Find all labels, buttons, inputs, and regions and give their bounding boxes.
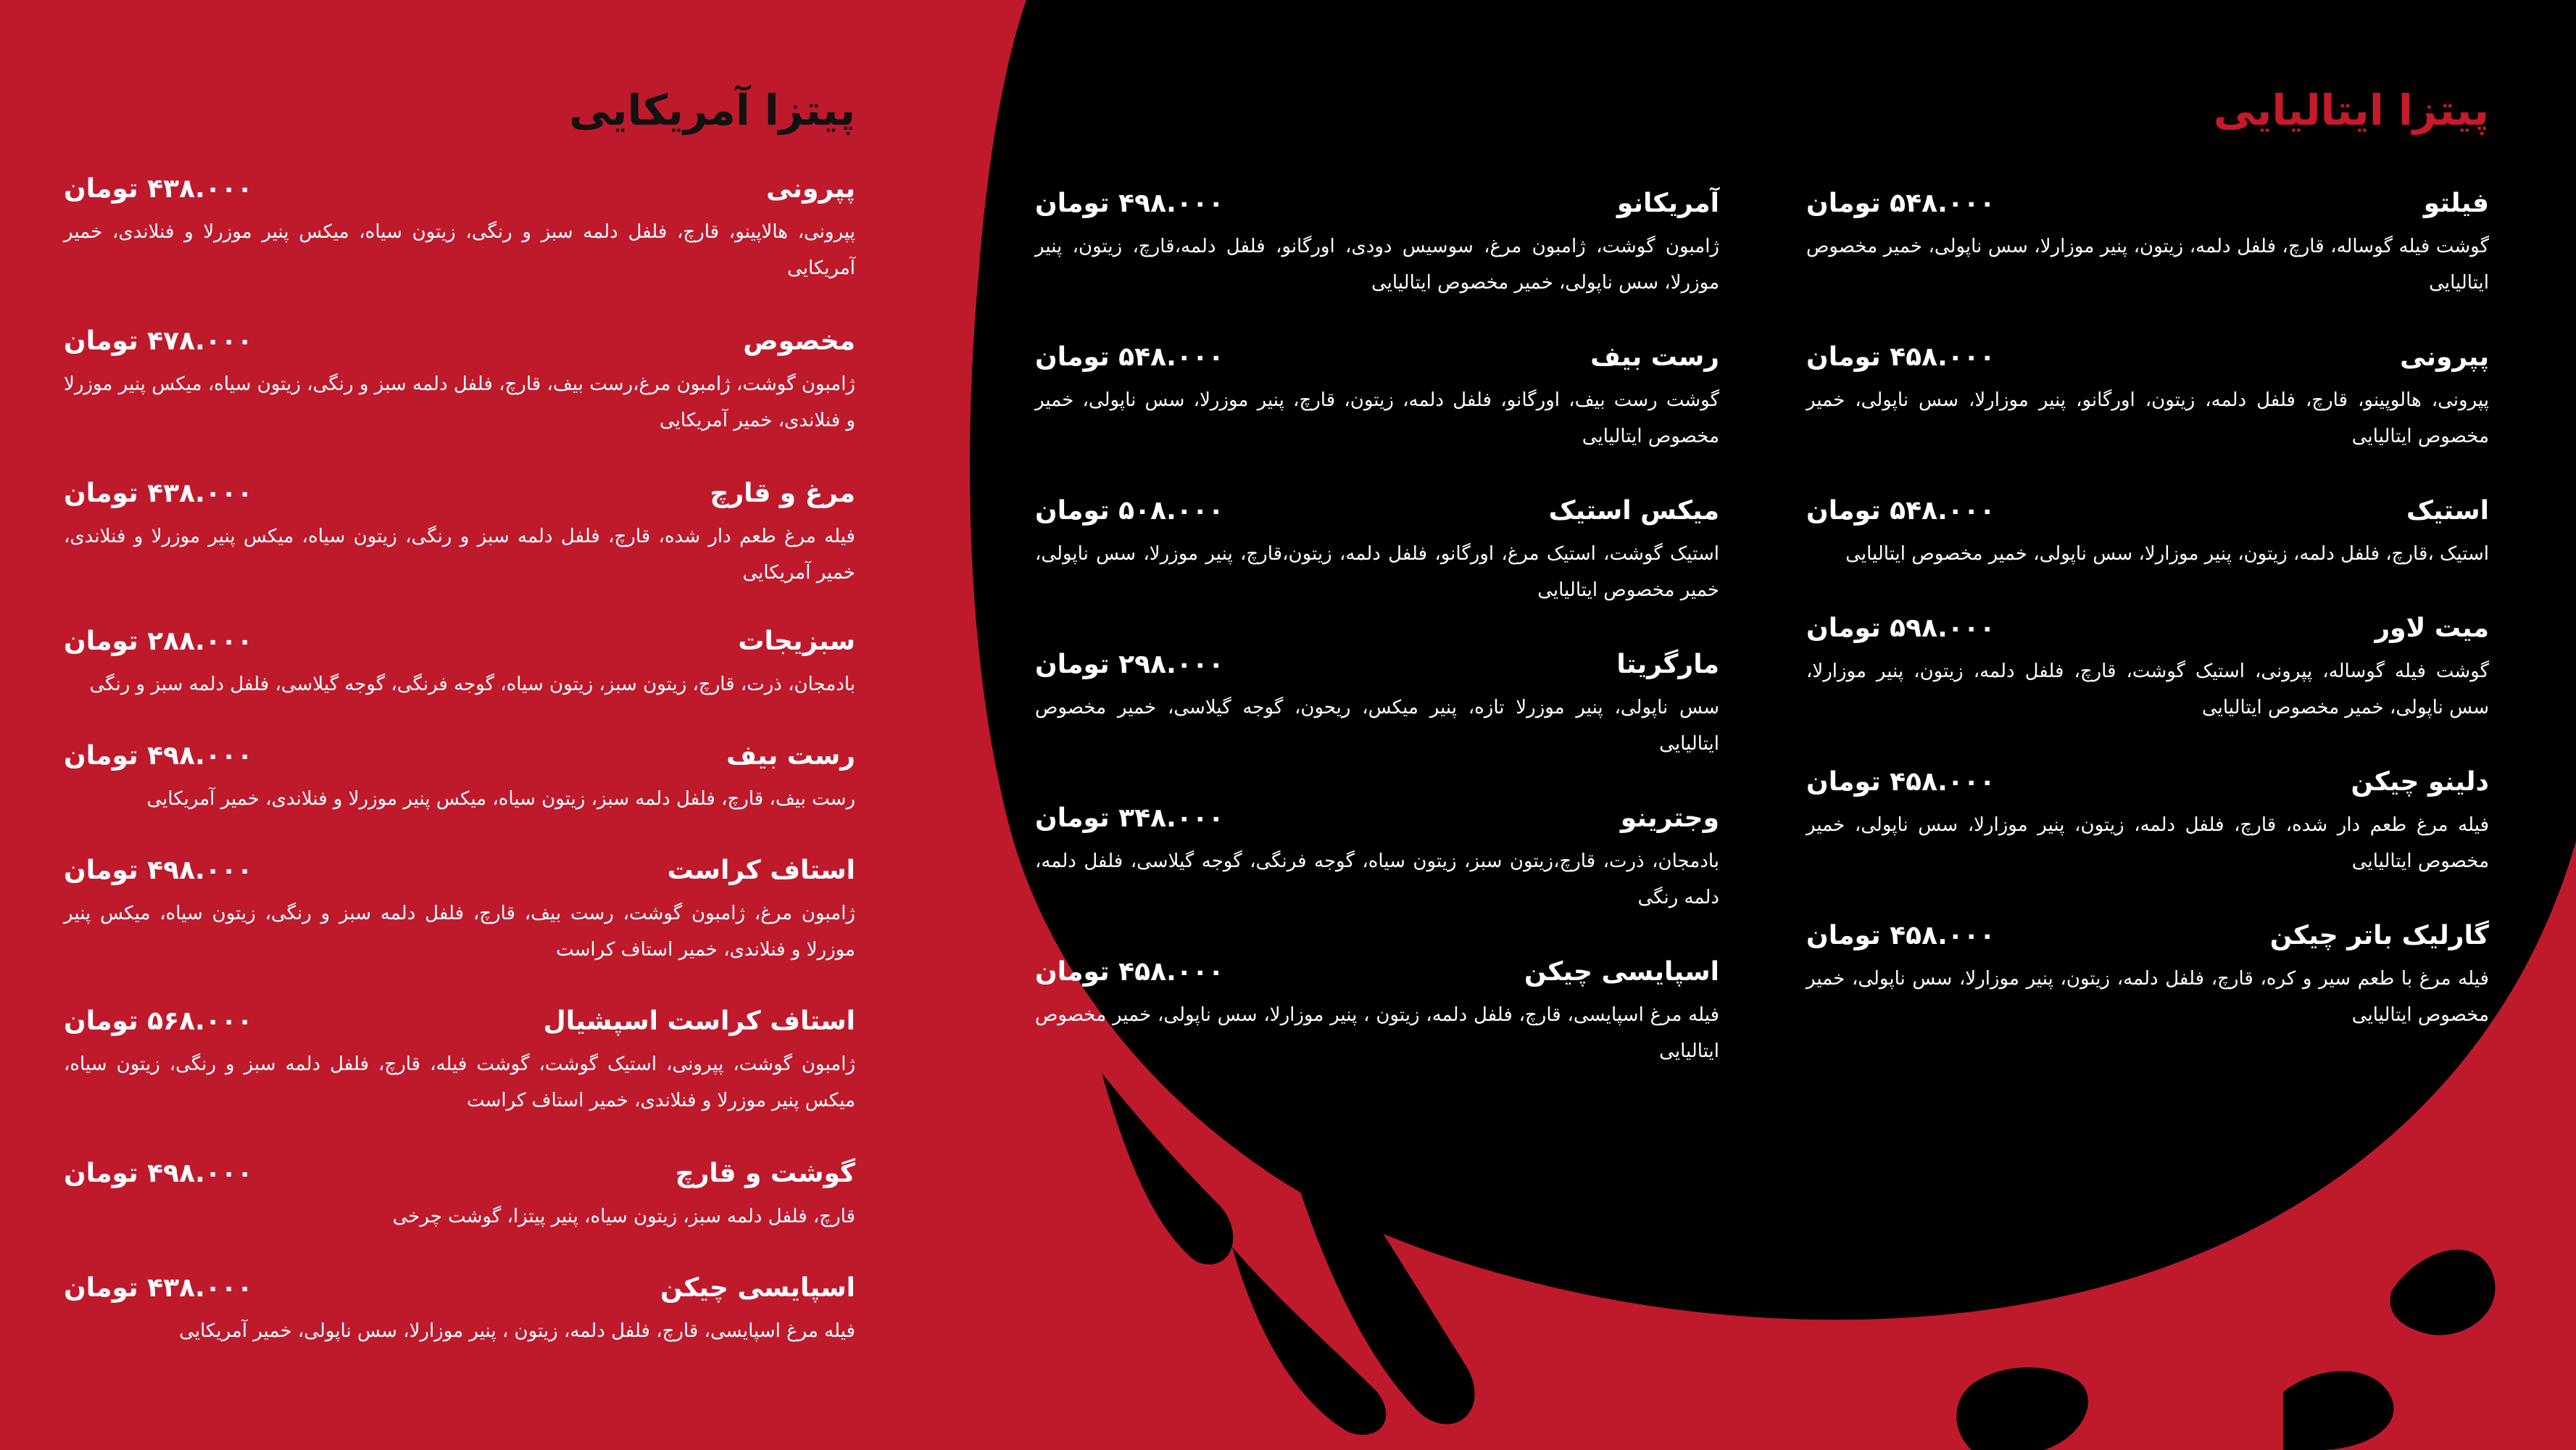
menu-item-price: ۲۸۸.۰۰۰ تومان [64, 626, 253, 656]
italian-pizza-section-column-1 [1806, 86, 2489, 1101]
menu-item-description: گوشت رست بیف، اورگانو، فلفل دلمه، زیتون، قارچ، پنیر موزرلا، سس ناپولی، خمیر مخصوص ایتالیایی [1035, 389, 1719, 447]
menu-item [1035, 803, 1719, 916]
menu-item-description: استیک ،قارچ، فلفل دلمه، زیتون، پنیر موزارلا، سس ناپولی، خمیر مخصوص ایتالیایی [1845, 543, 2489, 565]
menu-item [64, 741, 855, 817]
menu-item-name: مخصوص [743, 326, 855, 356]
menu-item [64, 626, 855, 703]
menu-item-name: اسپایسی چیکن [660, 1273, 855, 1303]
italian-pizza-section-column-2 [1035, 86, 1719, 1101]
menu-item-name: آمریکانو [1616, 188, 1719, 218]
menu-item-name: رست بیف [1590, 342, 1719, 372]
menu-item-price: ۵۴۸.۰۰۰ تومان [1035, 342, 1224, 372]
menu-item [1806, 342, 2489, 455]
menu-item [64, 1273, 855, 1349]
menu-item-description: فیله مرغ با طعم سیر و کره، قارچ، فلفل دلمه، زیتون، پنیر موزارلا، سس ناپولی، خمیر مخصوص ایتالیایی [1806, 968, 2489, 1026]
menu-item-price: ۴۳۸.۰۰۰ تومان [64, 478, 253, 508]
menu-item-header [64, 856, 855, 885]
american-pizza-section [64, 86, 855, 1405]
menu-item-name: مرغ و قارچ [710, 478, 855, 508]
menu-item-price: ۴۳۸.۰۰۰ تومان [64, 174, 253, 204]
american-section-title: پیتزا آمریکایی [569, 86, 855, 135]
menu-item-description: پپرونی، هالاپینو، قارچ، فلفل دلمه سبز و رنگی، زیتون سیاه، میکس پنیر موزرلا و فنلاندی، خمیر آمریکایی [64, 221, 855, 279]
menu-item-header [64, 1273, 855, 1303]
menu-item-header [1035, 342, 1719, 372]
menu-item-name: فیلتو [2423, 188, 2489, 218]
menu-item-name: دلینو چیکن [2351, 767, 2489, 797]
menu-item [1806, 496, 2489, 572]
menu-item-description: بادمجان، ذرت، قارچ،زیتون سبز، زیتون سیاه، گوجه فرنگی، گوجه گیلاسی، فلفل دلمه، دلمه رنگی [1035, 850, 1719, 908]
menu-item-name: مارگریتا [1616, 650, 1719, 679]
menu-item [1806, 613, 2489, 726]
menu-item-description: رست بیف، قارچ، فلفل دلمه سبز، زیتون سیاه، میکس پنیر موزرلا و فنلاندی، خمیر آمریکایی [146, 788, 855, 810]
menu-item-description: ژامبون گوشت، پپرونی، استیک گوشت، گوشت فیله، قارچ، فلفل دلمه سبز و رنگی، زیتون سیاه، میکس پنیر موزرلا و فنلاندی، خمیر استاف کراست [64, 1053, 855, 1111]
menu-item-header [1806, 921, 2489, 950]
menu-item-description: فیله مرغ طعم دار شده، قارچ، فلفل دلمه، زیتون، پنیر موزارلا، سس ناپولی، خمیر مخصوص ایتالیایی [1806, 814, 2489, 872]
menu-item [1035, 496, 1719, 608]
menu-item-header [64, 626, 855, 656]
menu-item-header [64, 1006, 855, 1036]
menu-item-price: ۴۹۸.۰۰۰ تومان [64, 741, 253, 771]
menu-item-description: قارچ، فلفل دلمه سبز، زیتون سیاه، پنیر پیتزا، گوشت چرخی [392, 1206, 855, 1227]
menu-item [64, 174, 855, 286]
menu-item-price: ۴۷۸.۰۰۰ تومان [64, 326, 253, 356]
menu-item-description: استیک گوشت، استیک مرغ، اورگانو، فلفل دلمه، زیتون،قارچ، پنیر موزرلا، سس ناپولی، خمیر مخصوص ایتالیایی [1035, 543, 1719, 601]
menu-item-description: فیله مرغ اسپایسی، قارچ، فلفل دلمه، زیتون ، پنیر موزارلا، سس ناپولی، خمیر مخصوص ایتالیایی [1035, 1004, 1719, 1062]
menu-item-header [64, 1159, 855, 1188]
menu-item [1806, 767, 2489, 879]
menu-item-description: بادمجان، ذرت، قارچ، زیتون سبز، زیتون سیاه، گوجه فرنگی، گوجه گیلاسی، فلفل دلمه سبز و رنگی [89, 674, 855, 695]
menu-item-header [1035, 188, 1719, 218]
menu-item-name: گارلیک باتر چیکن [2269, 921, 2489, 950]
menu-item-name: میت لاور [2375, 613, 2489, 643]
menu-item-name: رست بیف [726, 741, 855, 771]
menu-item-name: میکس استیک [1548, 496, 1719, 526]
menu-item-price: ۵۹۸.۰۰۰ تومان [1806, 613, 1995, 643]
menu-item-price: ۵۴۸.۰۰۰ تومان [1806, 188, 1995, 218]
menu-item-description: گوشت فیله گوساله، قارچ، فلفل دلمه، زیتون، پنیر موزارلا، سس ناپولی، خمیر مخصوص ایتالیایی [1806, 236, 2489, 294]
menu-item [64, 856, 855, 968]
menu-item-header [64, 478, 855, 508]
menu-item-name: سبزیجات [738, 626, 855, 656]
menu-item-price: ۴۵۸.۰۰۰ تومان [1806, 921, 1995, 950]
menu-item [64, 478, 855, 591]
menu-item [1035, 342, 1719, 455]
menu-item-description: گوشت فیله گوساله، پپرونی، استیک گوشت، قارچ، فلفل دلمه، زیتون، پنیر موزارلا، سس ناپولی، خمیر مخصوص ایتالیایی [1806, 660, 2489, 718]
menu-item-header [1806, 613, 2489, 643]
italian-section-title: پیتزا ایتالیایی [2213, 86, 2489, 135]
menu-item-header [1035, 496, 1719, 526]
menu-item-header [1806, 767, 2489, 797]
menu-item-name: وجترینو [1620, 803, 1719, 833]
menu-item [1035, 957, 1719, 1069]
menu-item-header [64, 174, 855, 204]
menu-item-header [1035, 650, 1719, 679]
menu-item-header [1806, 496, 2489, 526]
menu-item-price: ۴۹۸.۰۰۰ تومان [64, 856, 253, 885]
menu-item-description: فیله مرغ طعم دار شده، قارچ، فلفل دلمه سبز و رنگی، زیتون سیاه، میکس پنیر موزرلا و فنلاندی، خمیر آمریکایی [64, 526, 855, 584]
menu-item-header [1806, 188, 2489, 218]
menu-item-name: استاف کراست اسپشیال [543, 1006, 855, 1036]
menu-item [1035, 650, 1719, 762]
menu-item-header [1035, 957, 1719, 987]
menu-item-header [1035, 803, 1719, 833]
menu-item-price: ۴۵۸.۰۰۰ تومان [1806, 342, 1995, 372]
menu-item [1035, 188, 1719, 301]
menu-item-name: استاف کراست [667, 856, 855, 885]
menu-item-description: ژامبون مرغ، ژامبون گوشت، رست بیف، قارچ، فلفل دلمه سبز و رنگی، زیتون سیاه، میکس پنیر موزرلا و فنلاندی، خمیر استاف کراست [64, 903, 855, 961]
menu-item [1806, 921, 2489, 1033]
menu-item-description: ژامبون گوشت، ژامبون مرغ،رست بیف، قارچ، فلفل دلمه سبز و رنگی، زیتون سیاه، میکس پنیر موزرلا و فنلاندی، خمیر آمریکایی [64, 373, 855, 431]
menu-item [64, 326, 855, 439]
menu-item-price: ۴۹۸.۰۰۰ تومان [1035, 188, 1224, 218]
menu-item-name: پپرونی [766, 174, 855, 204]
menu-item-price: ۲۹۸.۰۰۰ تومان [1035, 650, 1224, 679]
menu-item-price: ۵۶۸.۰۰۰ تومان [64, 1006, 253, 1036]
menu-item-price: ۴۵۸.۰۰۰ تومان [1035, 957, 1224, 987]
menu-item-price: ۳۴۸.۰۰۰ تومان [1035, 803, 1224, 833]
menu-item-description: پپرونی، هالوپینو، قارچ، فلفل دلمه، زیتون، اورگانو، پنیر موزارلا، سس ناپولی، خمیر مخصوص ایتالیایی [1806, 389, 2489, 447]
menu-item-description: سس ناپولی، پنیر موزرلا تازه، پنیر میکس، ریحون، گوجه گیلاسی، خمیر مخصوص ایتالیایی [1035, 697, 1719, 755]
menu-item-price: ۵۰۸.۰۰۰ تومان [1035, 496, 1224, 526]
menu-item-header [64, 326, 855, 356]
menu-item-price: ۴۵۸.۰۰۰ تومان [1806, 767, 1995, 797]
menu-item [64, 1159, 855, 1235]
menu-item-name: استیک [2406, 496, 2489, 526]
menu-item-header [64, 741, 855, 771]
menu-item-price: ۵۴۸.۰۰۰ تومان [1806, 496, 1995, 526]
menu-item-price: ۴۹۸.۰۰۰ تومان [64, 1159, 253, 1188]
menu-item [1806, 188, 2489, 301]
menu-item-description: فیله مرغ اسپایسی، قارچ، فلفل دلمه، زیتون ، پنیر موزارلا، سس ناپولی، خمیر آمریکایی [179, 1320, 855, 1342]
menu-item-header [1806, 342, 2489, 372]
menu-item-name: پپرونی [2400, 342, 2489, 372]
menu-item [64, 1006, 855, 1119]
menu-item-name: گوشت و قارچ [675, 1159, 855, 1188]
menu-item-name: اسپایسی چیکن [1524, 957, 1719, 987]
menu-item-description: ژامبون گوشت، ژامبون مرغ، سوسیس دودی، اورگانو، فلفل دلمه،قارچ، زیتون، پنیر موزرلا، سس ناپولی، خمیر مخصوص ایتالیایی [1035, 236, 1719, 294]
menu-item-price: ۴۳۸.۰۰۰ تومان [64, 1273, 253, 1303]
